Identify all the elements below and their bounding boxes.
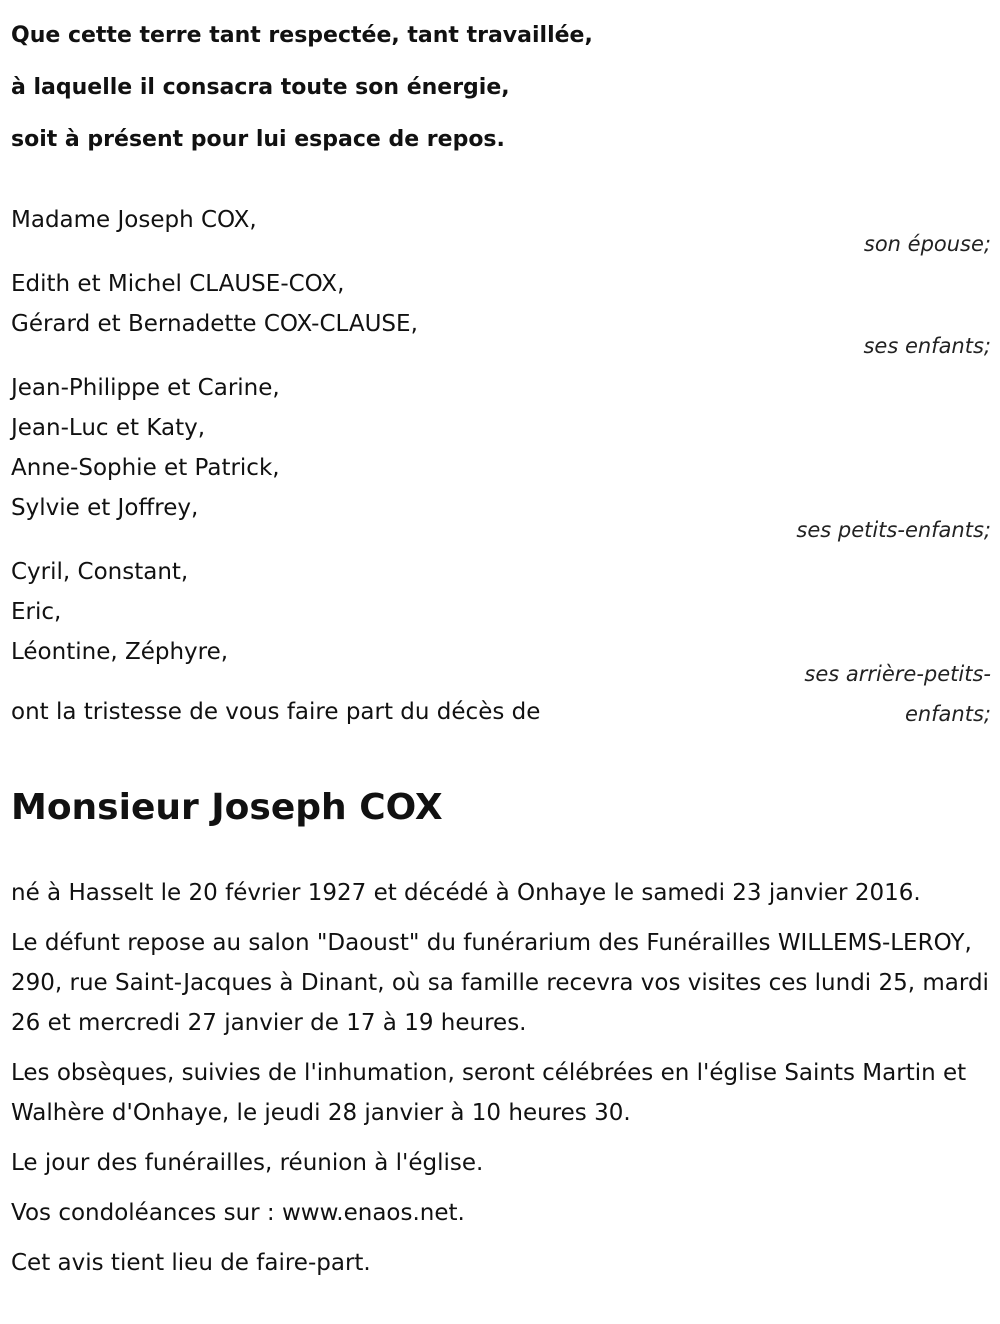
family-name: Eric, xyxy=(11,599,62,625)
family-group-spouse xyxy=(11,200,991,264)
family-name: Anne-Sophie et Patrick, xyxy=(11,455,280,481)
family-group-grandchildren xyxy=(11,368,991,550)
obituary-notice xyxy=(11,0,991,1293)
notice-paragraph: Cet avis tient lieu de faire-part. xyxy=(11,1250,371,1276)
family-name: Gérard et Bernadette COX-CLAUSE, xyxy=(11,311,418,337)
birth-death-paragraph: né à Hasselt le 20 février 1927 et décédé à Onhaye le samedi 23 janvier 2016. xyxy=(11,880,921,906)
relation-label: son épouse; xyxy=(863,232,991,256)
family-name: Léontine, Zéphyre, xyxy=(11,639,229,665)
notice-body xyxy=(11,873,991,1283)
family-name: Jean-Philippe et Carine, xyxy=(11,375,280,401)
visitation-paragraph: Le défunt repose au salon "Daoust" du funérarium des Funérailles WILLEMS-LEROY, 290, rue Saint-Jacques à Dinant, où sa famille recevra vos visites ces lundi 25, mardi 26 et mercredi 27 janvier de 17 à 19 heures. xyxy=(11,930,989,1036)
family-group-children xyxy=(11,264,991,366)
deceased-name: Monsieur Joseph COX xyxy=(11,787,443,828)
funeral-paragraph: Les obsèques, suivies de l'inhumation, seront célébrées en l'église Saints Martin et Walhère d'Onhaye, le jeudi 28 janvier à 10 heures 30. xyxy=(11,1060,967,1126)
quote-line: soit à présent pour lui espace de repos. xyxy=(11,127,505,152)
relation-label: ses petits-enfants; xyxy=(796,518,991,542)
family-name: Jean-Luc et Katy, xyxy=(11,415,206,441)
meeting-paragraph: Le jour des funérailles, réunion à l'église. xyxy=(11,1150,484,1176)
family-name: Cyril, Constant, xyxy=(11,559,189,585)
family-name: Edith et Michel CLAUSE-COX, xyxy=(11,271,345,297)
family-name: Madame Joseph COX, xyxy=(11,207,257,233)
announcement-intro: ont la tristesse de vous faire part du décès de xyxy=(11,699,541,725)
condolences-paragraph: Vos condoléances sur : www.enaos.net. xyxy=(11,1200,465,1226)
relation-label: ses enfants; xyxy=(863,334,991,358)
relation-label: ses arrière-petits-enfants; xyxy=(804,662,991,726)
quote-line: Que cette terre tant respectée, tant travaillée, xyxy=(11,23,593,48)
quote-line: à laquelle il consacra toute son énergie, xyxy=(11,75,510,100)
family-name: Sylvie et Joffrey, xyxy=(11,495,199,521)
epitaph-quote xyxy=(11,10,991,166)
